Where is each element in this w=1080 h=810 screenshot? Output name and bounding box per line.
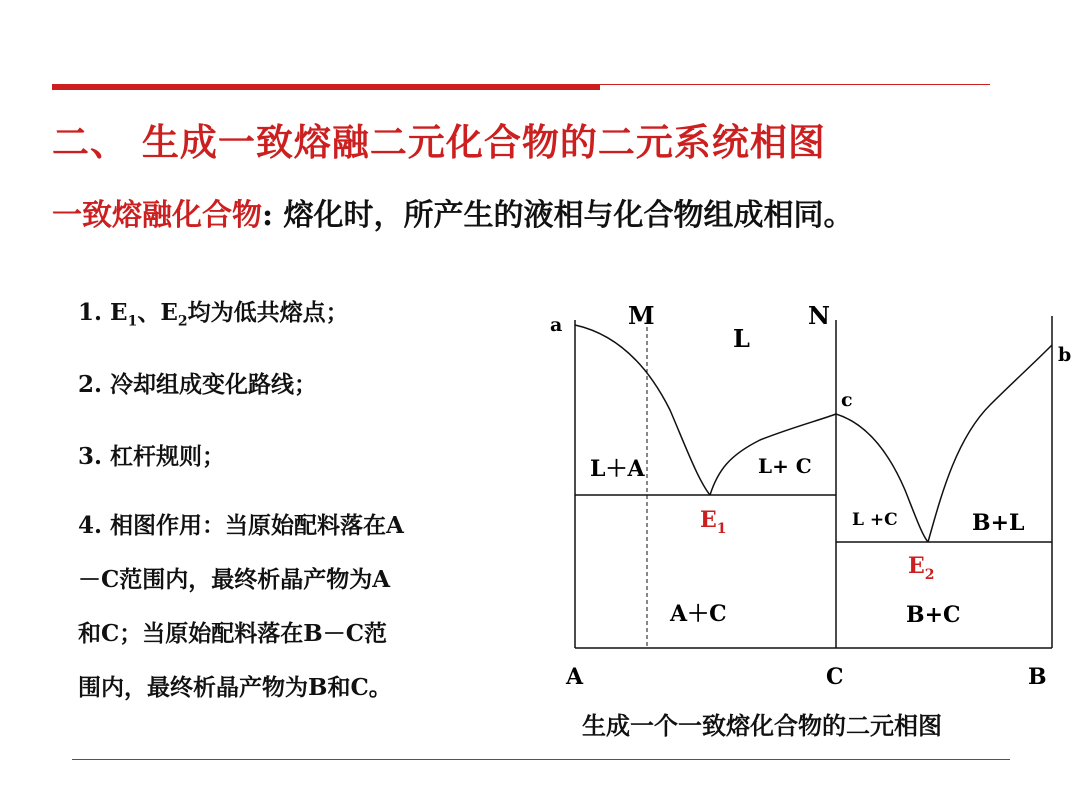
eutectic-E1-sub: 1 [716, 521, 727, 537]
point-1-sub2: 2 [177, 313, 188, 330]
definition-term: 一致熔融化合物 [52, 198, 262, 233]
page-title: 二、 生成一致熔融二元化合物的二元系统相图 [52, 120, 826, 164]
definition [52, 190, 854, 234]
region-B-plus-C: B+C [906, 602, 961, 628]
axis-label-A: A [566, 664, 584, 690]
point-4-line-4: 围内，最终析晶产物为B和C。 [78, 674, 392, 701]
axis-label-B: B [1028, 664, 1047, 690]
eutectic-E1 [700, 507, 727, 537]
region-L-plus-C-right: L +C [852, 510, 898, 530]
footer-rule [72, 759, 1010, 760]
point-4-line-2: －C范围内，最终析晶产物为A [78, 566, 391, 593]
point-1-suffix: 均为低共熔点； [187, 299, 349, 326]
label-M: M [628, 301, 655, 330]
label-a: a [550, 314, 563, 336]
region-L-plus-A: L＋A [590, 456, 645, 482]
point-1-prefix: 1. E [78, 299, 128, 326]
axis-label-C: C [826, 664, 844, 690]
eutectic-E2-letter: E [908, 553, 925, 579]
eutectic-E1-letter: E [700, 507, 717, 533]
phase-diagram [540, 296, 1072, 696]
point-3: 3. 杠杆规则； [78, 443, 226, 470]
label-c: c [841, 389, 853, 411]
label-L: L [733, 324, 750, 353]
eutectic-E2 [908, 553, 935, 583]
region-B-plus-L: B+L [972, 510, 1025, 536]
point-4 [78, 499, 404, 715]
point-2: 2. 冷却组成变化路线； [78, 371, 318, 398]
point-1-mid: 、E [137, 299, 178, 326]
header-rule-thick [52, 84, 600, 90]
diagram-caption: 生成一个一致熔化合物的二元相图 [582, 711, 942, 740]
label-N: N [808, 301, 830, 330]
point-1-sub1: 1 [127, 313, 138, 330]
region-L-plus-C-left: L+ C [758, 454, 812, 478]
point-1 [78, 294, 349, 330]
region-A-plus-C: A＋C [670, 601, 727, 627]
header-rule-thin [600, 84, 990, 85]
definition-text: 熔化时，所产生的液相与化合物组成相同。 [283, 198, 854, 233]
point-4-line-3: 和C；当原始配料落在B－C范 [78, 620, 388, 647]
point-4-line-1: 4. 相图作用：当原始配料落在A [78, 512, 404, 539]
definition-separator: : [262, 198, 284, 233]
eutectic-E2-sub: 2 [924, 567, 935, 583]
label-b: b [1058, 344, 1072, 366]
